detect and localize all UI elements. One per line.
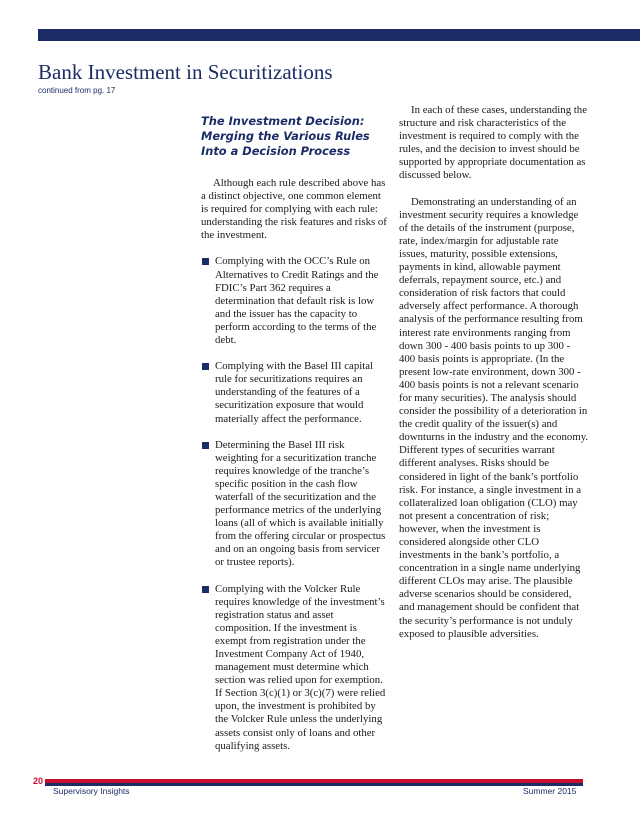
header-bar [38,29,640,41]
square-bullet-icon [202,258,209,265]
issue-date: Summer 2015 [523,786,577,796]
bullet-item [201,439,387,570]
page-number: 20 [33,776,44,786]
bullet-text: Complying with the OCC’s Rule on Alternatives to Credit Ratings and the FDIC’s Part 362 requires a determination that default risk is low and the issuer has the capacity to perform according to the terms of the debt. [215,255,379,347]
bullet-item [201,360,387,425]
body-paragraph: Demonstrating an understanding of an investment security requires a knowledge of the details of the instrument (purpose, rate, index/margin for adjustable rate issues, maturity, possible extensions, payments in kind, allowable payment deferrals, repayment source, etc.) and consideration of risk factors that could adversely affect performance. A thorough analysis of the performance resulting from interest rate environments ranging from down 300 - 400 basis points to up 300 - 400 basis points is appropriate. (In the present low-rate environment, down 300 - 400 basis points is not a relevant scenario for many securities). The analysis should consider the possibility of a deterioration in the credit quality of the issuer(s) and downturns in the industry and the economy. Different types of securities warrant different analyses. Risks should be considered in light of the bank’s portfolio risk. For instance, a single investment in a collateralized loan obligation (CLO) may not present a concentration of risk; however, when the investment is considered alongside other CLO investments in the bank’s portfolio, a concentration in a single name underlying different CLOs may arise. The plausible adverse scenarios should be considered, and management should be confident that the security’s performance is not unduly exposed to plausible adversities. [399,195,589,640]
rule-bullet-list [201,255,387,752]
square-bullet-icon [202,442,209,449]
square-bullet-icon [202,363,209,370]
spacer [201,242,387,255]
article-title: Bank Investment in Securitizations [38,60,333,84]
spacer [399,183,589,196]
bullet-text: Complying with the Basel III capital rule for securitizations requires an understanding of the features of a securitization exposure that would materially affect the performance. [215,360,374,425]
right-column [399,104,589,641]
left-column [201,104,387,753]
bullet-item [201,255,387,347]
section-heading: The Investment Decision: Merging the Various Rules Into a Decision Process [201,114,370,158]
bullet-text: Determining the Basel III risk weighting for a securitization tranche requires knowledge of the tranche’s specific position in the cash flow waterfall of the securitization and the performance metrics of the underlying loans (all of which is available initially from the offering circular or prospectus and on an ongoing basis from servicer or trustee reports). [215,438,386,569]
publication-name: Supervisory Insights [53,786,130,796]
square-bullet-icon [202,586,209,593]
bullet-text: Complying with the Volcker Rule requires knowledge of the investment’s registration status and asset composition. If the investment is exempt from registration under the Investment Company Act of 1940, management must determine which section was relied upon for exemption. If Section 3(c)(1) or 3(c)(7) were relied upon, the investment is prohibited by the Volcker Rule unless the underlying assets consist only of loans and other qualifying assets. [215,582,386,752]
body-paragraph: In each of these cases, understanding the structure and risk characteristics of the investment is required to comply with the rules, and the decision to invest should be supported by appropriate documentation as discussed below. [399,104,587,182]
bullet-item [201,583,387,753]
continued-note: continued from pg. 17 [38,86,116,95]
intro-paragraph: Although each rule described above has a distinct objective, one common element is required for complying with each rule: understanding the risk features and risks of the investment. [201,177,387,242]
